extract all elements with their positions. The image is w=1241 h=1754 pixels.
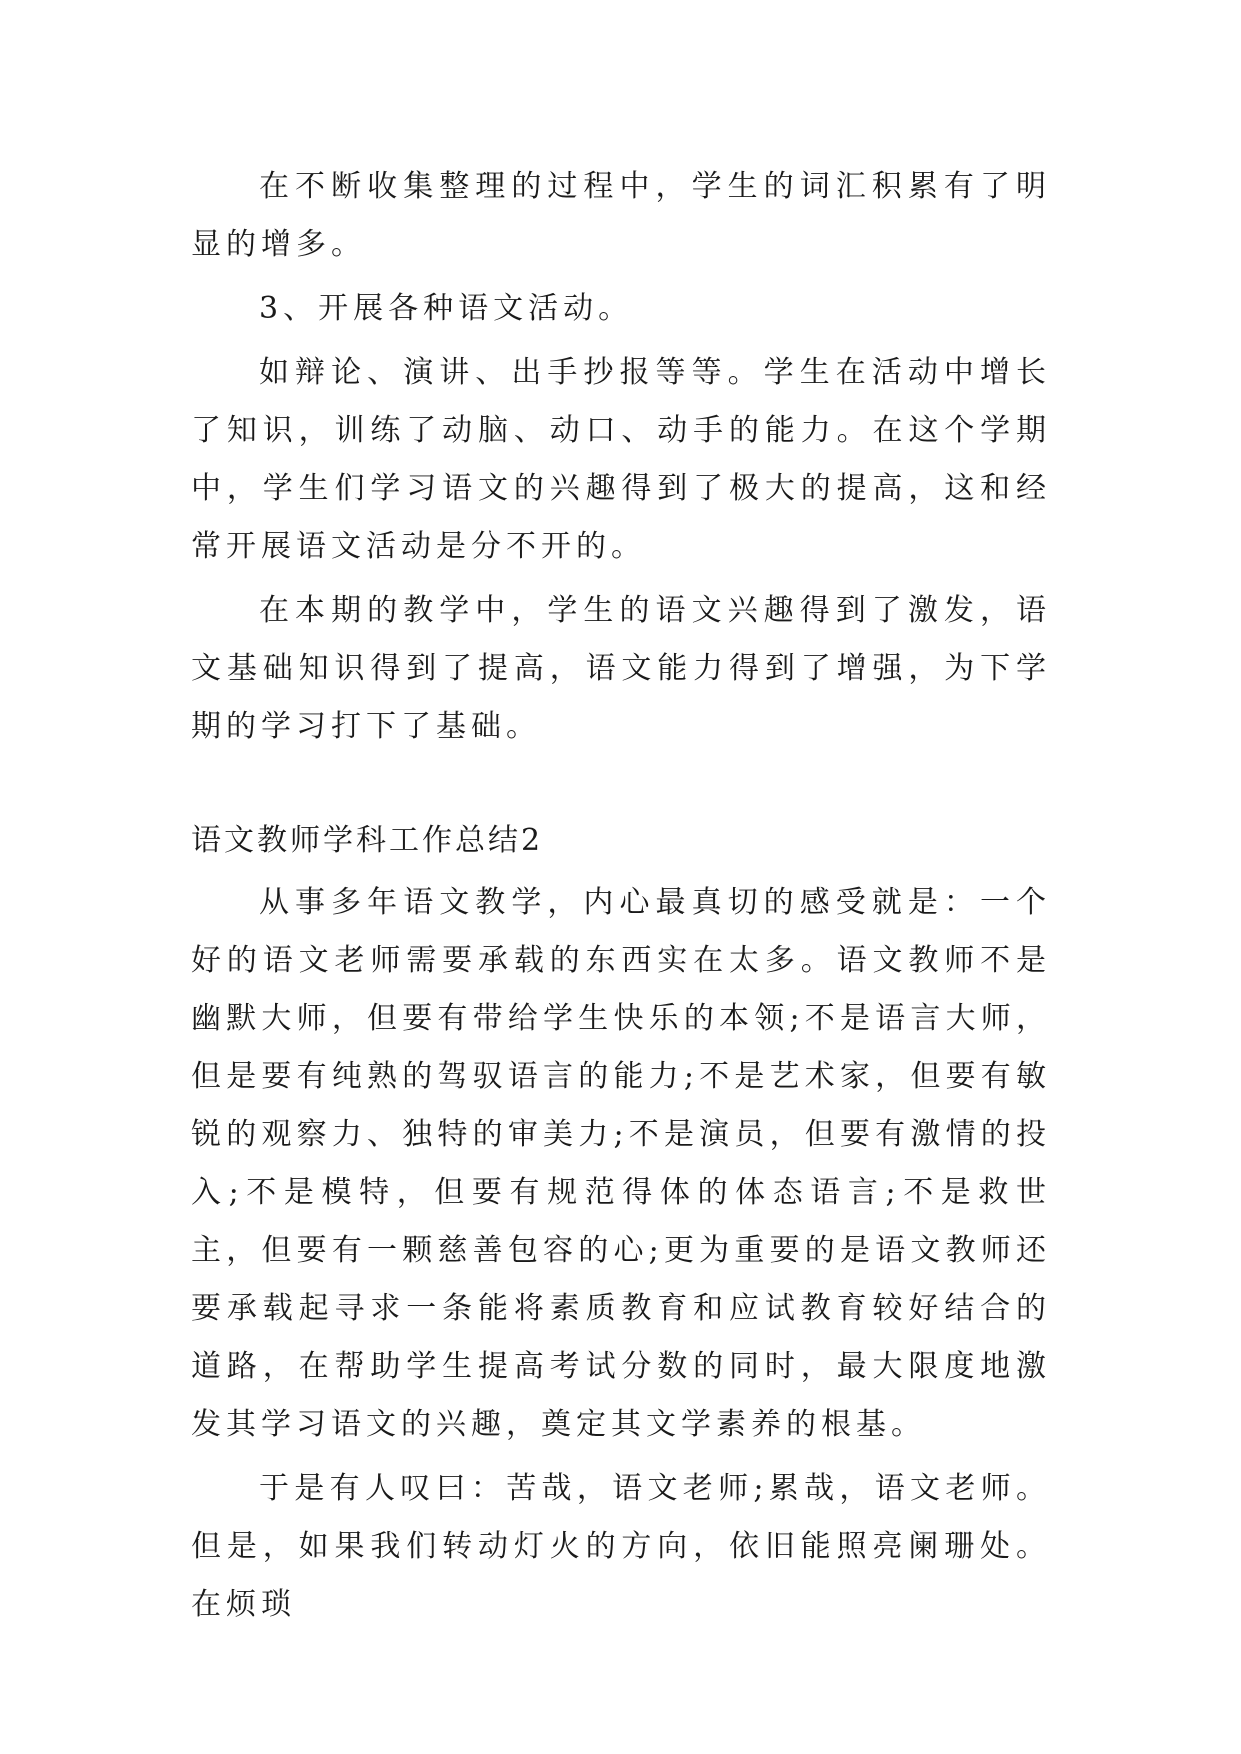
paragraph-summary: 在本期的教学中，学生的语文兴趣得到了激发，语文基础知识得到了提高，语文能力得到了增强，为下学期的学习打下了基础。 xyxy=(191,593,1051,744)
paragraph-teaching-experience: 从事多年语文教学，内心最真切的感受就是：一个好的语文老师需要承载的东西实在太多。语文教师不是幽默大师，但要有带给学生快乐的本领;不是语言大师，但是要有纯熟的驾驭语言的能力;不是艺术家，但要有敏锐的观察力、独特的审美力;不是演员，但要有激情的投入;不是模特，但要有规范得体的体态语言;不是救世主，但要有一颗慈善包容的心;更为重要的是语文教师还要承载起寻求一条能将素质教育和应试教育较好结合的道路，在帮助学生提高考试分数的同时，最大限度地激发其学习语文的兴趣，奠定其文学素养的根基。 xyxy=(191,885,1051,1442)
paragraph-sigh: 于是有人叹曰：苦哉，语文老师;累哉，语文老师。但是，如果我们转动灯火的方向，依旧能照亮阑珊处。在烦琐 xyxy=(191,1471,1051,1622)
paragraph-activities: 如辩论、演讲、出手抄报等等。学生在活动中增长了知识，训练了动脑、动口、动手的能力。在这个学期中，学生们学习语文的兴趣得到了极大的提高，这和经常开展语文活动是分不开的。 xyxy=(191,355,1051,564)
document-body xyxy=(191,158,1051,1640)
paragraph-activities-title: 3、开展各种语文活动。 xyxy=(259,291,634,326)
section-heading: 语文教师学科工作总结2 xyxy=(191,823,544,858)
paragraph-vocabulary: 在不断收集整理的过程中，学生的词汇积累有了明显的增多。 xyxy=(191,169,1051,262)
